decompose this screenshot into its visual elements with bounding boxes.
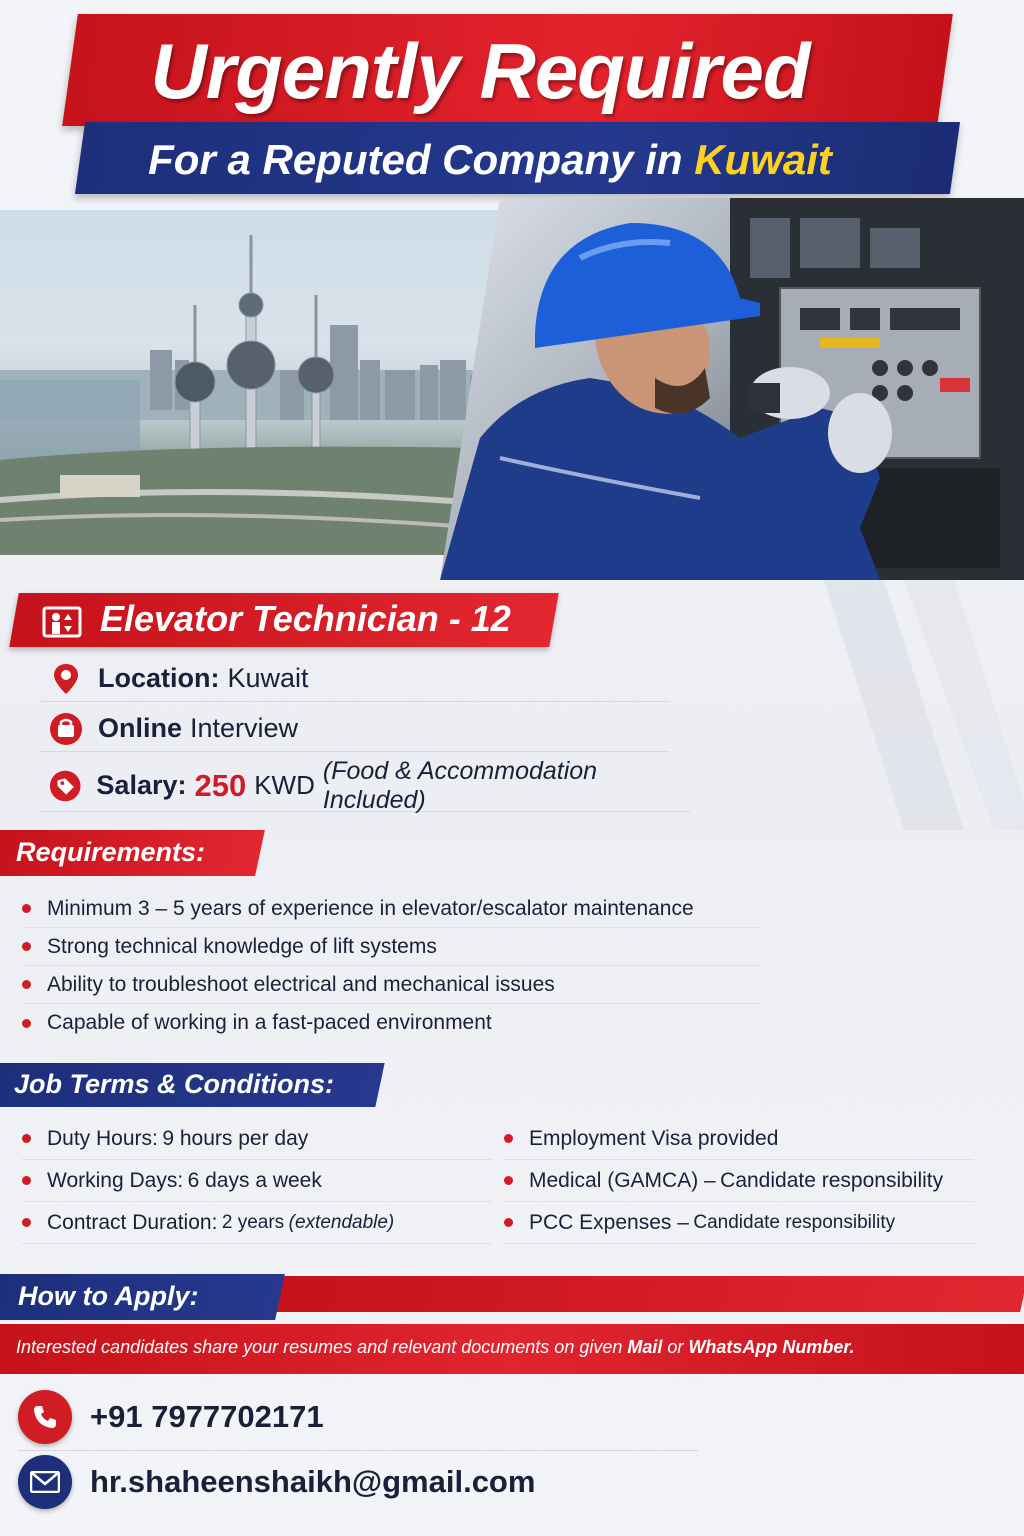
contact-divider xyxy=(18,1450,698,1451)
phone-icon xyxy=(18,1390,72,1444)
page-subtitle xyxy=(110,136,870,184)
terms-right-list xyxy=(504,1118,974,1244)
terms-heading: Job Terms & Conditions: xyxy=(14,1069,335,1099)
term-label: Medical (GAMCA) – xyxy=(529,1168,716,1192)
email-contact[interactable] xyxy=(18,1452,718,1512)
list-item xyxy=(504,1202,974,1244)
interview-value: Interview xyxy=(190,713,299,743)
technician-image xyxy=(440,198,1024,580)
email-address[interactable]: hr.shaheenshaikh@gmail.com xyxy=(90,1464,536,1499)
list-item xyxy=(22,1202,492,1244)
price-tag-icon xyxy=(48,768,82,804)
location-value: Kuwait xyxy=(227,663,309,693)
list-item xyxy=(22,1118,492,1160)
bullet-dot xyxy=(22,942,31,951)
mail-icon xyxy=(18,1455,72,1509)
apply-heading: How to Apply: xyxy=(18,1281,199,1311)
term-label: PCC Expenses – xyxy=(529,1210,689,1234)
apply-or: or xyxy=(667,1337,684,1357)
term-value: 9 hours per day xyxy=(162,1126,309,1150)
position-title: Elevator Technician - 12 xyxy=(100,598,511,639)
apply-text-prefix: Interested candidates share your resumes and relevant documents on given xyxy=(16,1337,623,1357)
page-title: Urgently Required xyxy=(150,27,810,115)
apply-mail: Mail xyxy=(627,1337,663,1357)
apply-text xyxy=(16,1337,854,1358)
requirement-text: Strong technical knowledge of lift systems xyxy=(47,934,437,958)
requirements-list xyxy=(22,890,762,1042)
terms-left-list xyxy=(22,1118,492,1244)
elevator-icon xyxy=(42,606,82,638)
salary-label: Salary: xyxy=(96,770,187,800)
term-value: Candidate responsibility xyxy=(693,1211,896,1233)
bullet-dot xyxy=(22,1176,31,1185)
location-label: Location: xyxy=(98,663,220,693)
apply-red-band xyxy=(271,1276,1024,1312)
bullet-dot xyxy=(504,1218,513,1227)
term-value: 6 days a week xyxy=(187,1168,322,1192)
list-item xyxy=(504,1118,974,1160)
interview-label: Online xyxy=(98,713,183,743)
salary-row xyxy=(40,756,690,814)
list-item xyxy=(22,928,762,966)
requirement-text: Capable of working in a fast-paced environment xyxy=(47,1011,492,1034)
location-pin-icon xyxy=(48,661,84,697)
list-item xyxy=(504,1160,974,1202)
salary-amount: 250 xyxy=(194,767,247,803)
requirements-heading: Requirements: xyxy=(16,837,206,867)
decorative-stripes xyxy=(764,580,1024,830)
subtitle-text: For a Reputed Company in xyxy=(148,136,683,183)
term-label: Employment Visa provided xyxy=(529,1126,779,1150)
phone-contact[interactable] xyxy=(18,1387,718,1447)
bullet-dot xyxy=(22,1218,31,1227)
apply-whatsapp: WhatsApp Number. xyxy=(688,1337,855,1357)
salary-unit: KWD xyxy=(254,770,315,800)
term-value: Candidate responsibility xyxy=(720,1168,944,1192)
bullet-dot xyxy=(22,1134,31,1143)
list-item xyxy=(22,890,762,928)
term-label: Working Days: xyxy=(47,1168,184,1192)
list-item xyxy=(22,1160,492,1202)
list-item xyxy=(22,1004,762,1042)
interview-icon xyxy=(48,711,84,747)
bullet-dot xyxy=(504,1134,513,1143)
interview-row xyxy=(40,706,670,752)
bullet-dot xyxy=(504,1176,513,1185)
term-label: Contract Duration: xyxy=(47,1210,218,1234)
subtitle-highlight: Kuwait xyxy=(694,136,832,183)
term-note: (extendable) xyxy=(288,1211,395,1233)
bullet-dot xyxy=(22,904,31,913)
location-row xyxy=(40,656,670,702)
requirement-text: Ability to troubleshoot electrical and mechanical issues xyxy=(47,972,555,996)
list-item xyxy=(22,966,762,1004)
bullet-dot xyxy=(22,980,31,989)
requirement-text: Minimum 3 – 5 years of experience in elevator/escalator maintenance xyxy=(47,896,694,920)
salary-note: (Food & Accommodation Included) xyxy=(322,756,598,814)
term-value: 2 years xyxy=(221,1211,285,1233)
phone-number[interactable]: +91 7977702171 xyxy=(90,1399,324,1434)
term-label: Duty Hours: xyxy=(47,1126,158,1150)
bullet-dot xyxy=(22,1019,31,1028)
